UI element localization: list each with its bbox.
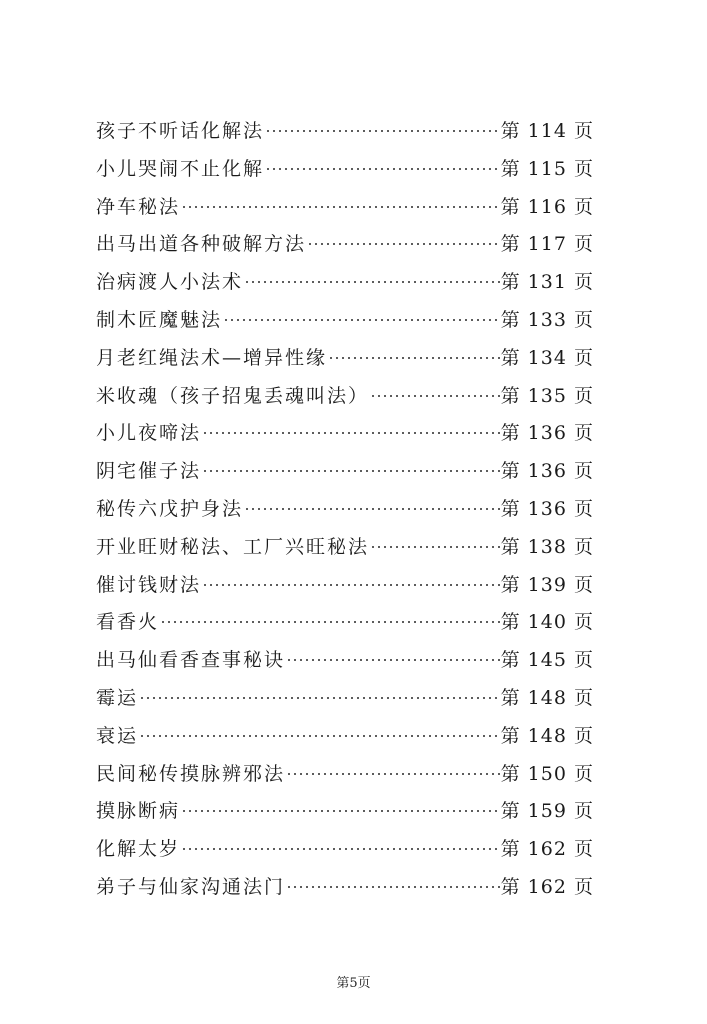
toc-entry-page: 第 138 页 (500, 535, 594, 558)
toc-entry-page: 第 114 页 (500, 120, 594, 142)
toc-entry-title: 孩子不听话化解法 (96, 120, 265, 142)
toc-entry-page: 第 134 页 (500, 346, 594, 369)
toc-entry-title: 净车秘法 (96, 195, 181, 218)
dot-leader (160, 620, 500, 624)
toc-entry[interactable] (96, 491, 594, 529)
toc-entry-page: 第 139 页 (500, 573, 594, 596)
toc-entry[interactable] (96, 604, 594, 642)
toc-entry[interactable] (96, 226, 594, 264)
dot-leader (265, 129, 500, 133)
toc-entry[interactable] (96, 567, 594, 605)
toc-entry-title: 阴宅催子法 (96, 460, 202, 483)
toc-entry[interactable] (96, 756, 594, 794)
toc-entry-title: 出马仙看香查事秘诀 (96, 649, 286, 672)
toc-entry-title: 制木匠魔魅法 (96, 308, 223, 331)
dot-leader (139, 734, 500, 738)
toc-entry-title: 民间秘传摸脉辨邪法 (96, 762, 286, 785)
toc-entry[interactable] (96, 264, 594, 302)
toc-entry[interactable] (96, 831, 594, 869)
toc-entry-title: 摸脉断病 (96, 800, 181, 823)
toc-entry-page: 第 162 页 (500, 838, 594, 861)
toc-entry[interactable] (96, 718, 594, 756)
dot-leader (328, 356, 500, 360)
toc-entry-page: 第 136 页 (500, 497, 594, 520)
dot-leader (181, 205, 500, 209)
toc-entry-title: 开业旺财秘法、工厂兴旺秘法 (96, 535, 370, 558)
toc-entry-page: 第 140 页 (500, 611, 594, 634)
table-of-contents (96, 113, 594, 907)
dot-leader (202, 583, 500, 587)
page-number: 第5页 (336, 976, 371, 991)
toc-entry[interactable] (96, 340, 594, 378)
toc-entry-title: 秘传六戊护身法 (96, 497, 244, 520)
toc-entry-title: 化解太岁 (96, 838, 181, 861)
toc-entry[interactable] (96, 378, 594, 416)
toc-entry-title: 霉运 (96, 686, 139, 709)
toc-entry[interactable] (96, 189, 594, 227)
toc-entry[interactable] (96, 869, 594, 907)
dot-leader (244, 507, 500, 511)
toc-entry[interactable] (96, 642, 594, 680)
dot-leader (307, 242, 500, 246)
toc-entry[interactable] (96, 113, 594, 151)
toc-entry[interactable] (96, 680, 594, 718)
toc-entry-page: 第 135 页 (500, 384, 594, 407)
dot-leader (139, 696, 500, 700)
dot-leader (181, 809, 500, 813)
dot-leader (370, 545, 500, 549)
toc-entry-page: 第 115 页 (500, 157, 594, 180)
dot-leader (181, 847, 500, 851)
toc-entry-page: 第 131 页 (500, 271, 594, 294)
toc-entry-title: 衰运 (96, 724, 139, 747)
dot-leader (244, 280, 500, 284)
dot-leader (286, 885, 500, 889)
dot-leader (370, 394, 500, 398)
dot-leader (286, 772, 500, 776)
toc-entry-title: 月老红绳法术—增异性缘 (96, 346, 328, 369)
toc-entry-title: 弟子与仙家沟通法门 (96, 875, 286, 898)
toc-entry-page: 第 148 页 (500, 686, 594, 709)
toc-entry[interactable] (96, 453, 594, 491)
toc-entry-page: 第 159 页 (500, 800, 594, 823)
toc-entry[interactable] (96, 302, 594, 340)
toc-entry-page: 第 136 页 (500, 422, 594, 445)
dot-leader (265, 167, 500, 171)
toc-entry-page: 第 117 页 (500, 233, 594, 256)
toc-entry-page: 第 150 页 (500, 762, 594, 785)
toc-entry-title: 小儿夜啼法 (96, 422, 202, 445)
toc-entry-title: 看香火 (96, 611, 160, 634)
toc-entry-title: 治病渡人小法术 (96, 271, 244, 294)
toc-entry-title: 小儿哭闹不止化解 (96, 157, 265, 180)
toc-entry[interactable] (96, 793, 594, 831)
dot-leader (223, 318, 500, 322)
toc-entry-page: 第 162 页 (500, 875, 594, 898)
dot-leader (202, 469, 500, 473)
dot-leader (202, 431, 500, 435)
toc-entry-title: 米收魂（孩子招鬼丢魂叫法） (96, 384, 370, 407)
toc-entry-page: 第 136 页 (500, 460, 594, 483)
toc-entry-page: 第 116 页 (500, 195, 594, 218)
toc-entry-page: 第 148 页 (500, 724, 594, 747)
toc-entry-page: 第 145 页 (500, 649, 594, 672)
toc-entry[interactable] (96, 529, 594, 567)
toc-entry-page: 第 133 页 (500, 308, 594, 331)
dot-leader (286, 658, 500, 662)
toc-entry-title: 出马出道各种破解方法 (96, 233, 307, 256)
toc-entry[interactable] (96, 415, 594, 453)
toc-entry[interactable] (96, 151, 594, 189)
toc-entry-title: 催讨钱财法 (96, 573, 202, 596)
